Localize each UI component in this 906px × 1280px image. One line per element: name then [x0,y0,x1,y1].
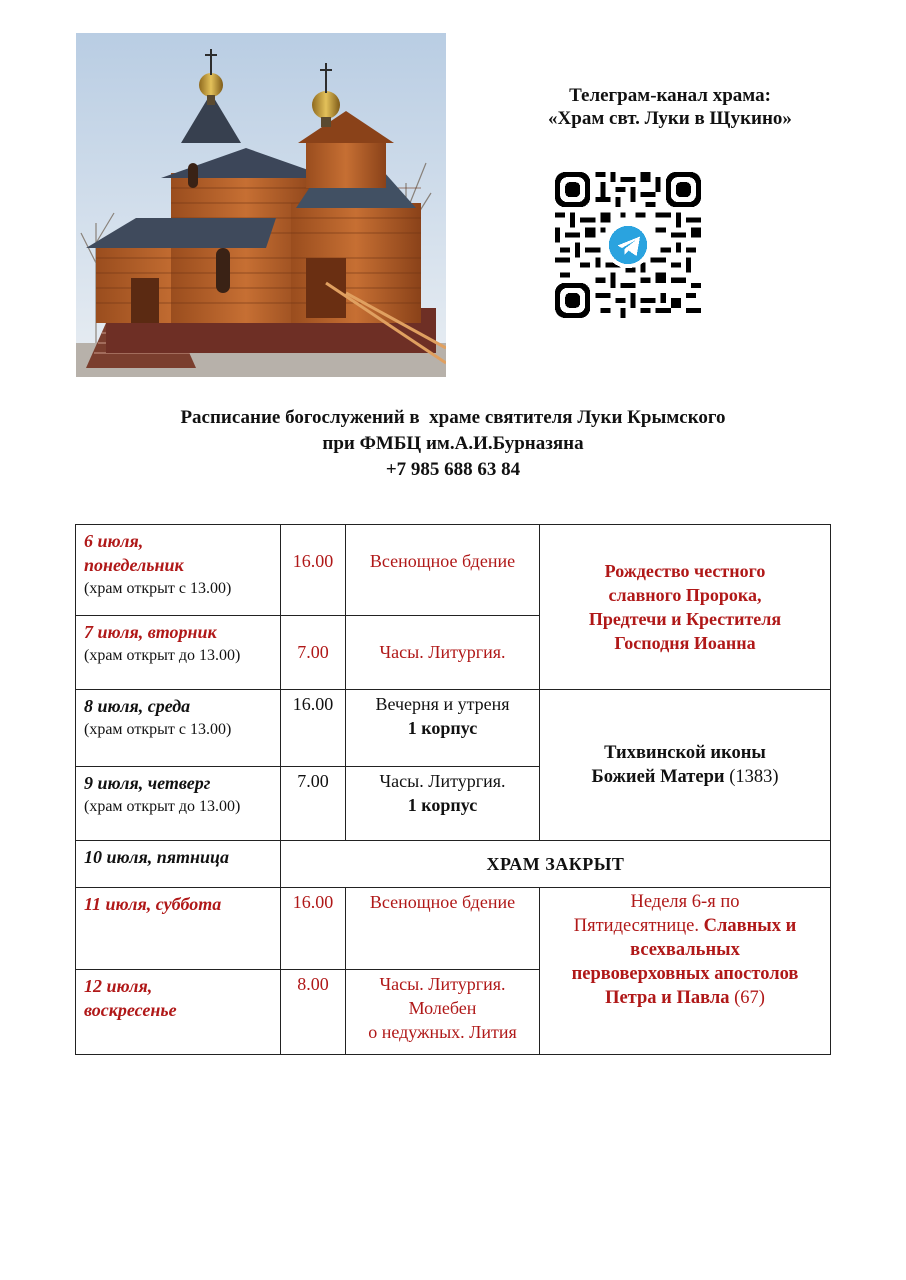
telegram-title-line1: Телеграм-канал храма: [569,85,771,106]
feast-line: всехвальных [630,940,740,960]
time-cell: 7.00 [281,767,346,841]
open-note: (храм открыт с 13.00) [84,580,232,597]
feast-line: Тихвинской иконы [604,743,766,763]
open-note: (храм открыт до 13.00) [84,647,241,664]
date-label: 10 июля, пятница [84,847,230,867]
time-cell: 16.00 [281,888,346,970]
date-cell [76,888,281,970]
feast-line: Господня Иоанна [614,633,756,653]
date-label: 8 июля, среда [84,696,191,716]
service-cell [346,970,540,1055]
date-cell [76,616,281,690]
service-cell: Часы. Литургия. [346,616,540,690]
time-cell: 16.00 [281,690,346,767]
service-location: 1 корпус [407,718,478,738]
feast-line: Божией Матери [591,767,725,787]
open-note: (храм открыт с 13.00) [84,721,232,738]
table-row [76,690,831,767]
feast-line: Неделя 6-я по [630,892,740,912]
feast-line: Петра и Павла [605,988,730,1008]
service-location: 1 корпус [407,795,478,815]
date-cell [76,525,281,616]
service-name: Вечерня и утреня [375,694,510,714]
feast-cell [540,525,831,690]
service-line: Молебен [408,998,477,1018]
date-weekday: воскресенье [84,1000,177,1020]
feast-line: славного Пророка, [608,585,762,605]
telegram-qr-code[interactable] [555,172,701,318]
service-cell [346,690,540,767]
date-cell [76,767,281,841]
time-cell: 7.00 [281,616,346,690]
date-cell [76,841,281,888]
time-cell: 16.00 [281,525,346,616]
service-cell: Всенощное бдение [346,888,540,970]
feast-line: Пятидесятнице. [573,916,700,936]
header-title-line1: Расписание богослужений в храме святителя Луки Крымского [180,407,726,428]
service-line: о недужных. Лития [368,1022,517,1042]
feast-number: (67) [734,988,765,1008]
closed-notice: ХРАМ ЗАКРЫТ [281,841,831,888]
date-weekday: понедельник [84,555,184,575]
date-label: 7 июля, вторник [84,622,217,642]
service-name: Часы. Литургия. [379,771,506,791]
header-phone: +7 985 688 63 84 [385,459,521,480]
feast-number: (1383) [729,767,779,787]
header-title-line2: при ФМБЦ им.А.И.Бурназяна [322,433,584,454]
date-label: 11 июля, суббота [84,894,222,914]
feast-line: Славных и [703,916,797,936]
date-label: 6 июля, [84,531,144,551]
feast-line: первоверховных апостолов [571,964,799,984]
service-cell: Всенощное бдение [346,525,540,616]
service-cell [346,767,540,841]
service-line: Часы. Литургия. [379,974,506,994]
time-cell: 8.00 [281,970,346,1055]
telegram-channel-title [500,84,840,130]
table-row [76,888,831,970]
table-row [76,841,831,888]
date-cell [76,690,281,767]
open-note: (храм открыт до 13.00) [84,798,241,815]
schedule-header [76,405,830,483]
feast-line: Рождество честного [604,561,766,581]
telegram-title-line2: «Храм свт. Луки в Щукино» [548,108,792,129]
schedule-table [75,524,831,1055]
date-label: 9 июля, четверг [84,773,211,793]
feast-cell [540,690,831,841]
feast-cell [540,888,831,1055]
church-photo [76,33,446,377]
date-label: 12 июля, [84,976,153,996]
feast-line: Предтечи и Крестителя [588,609,782,629]
table-row [76,525,831,616]
date-cell [76,970,281,1055]
